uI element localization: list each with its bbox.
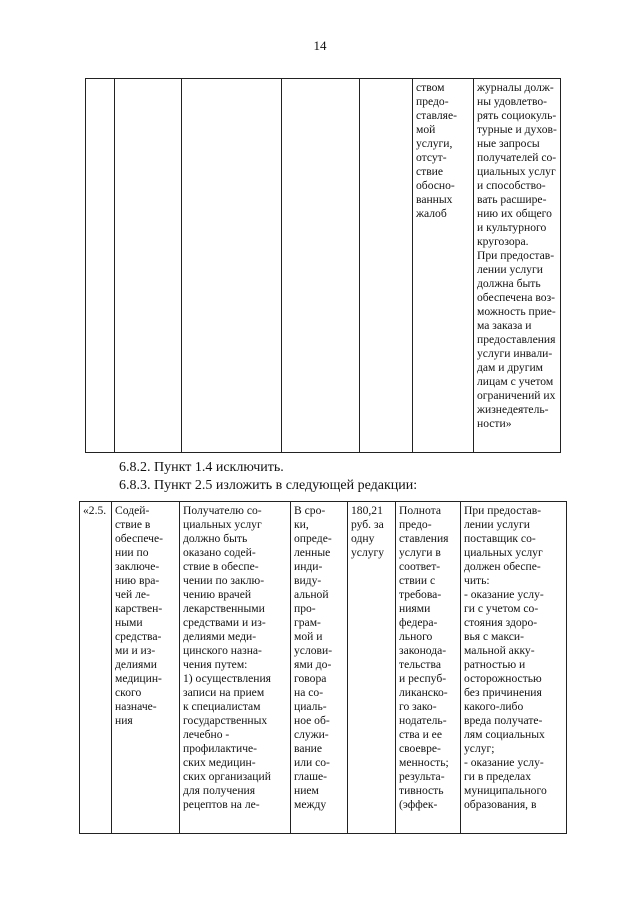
cell-empty: [282, 79, 360, 453]
cell-empty: [115, 79, 182, 453]
cell-service-description: Получателю со- циальных услуг должно быть оказано содей- ствие в обеспе- чении по заклю- чению врачей лекарственными средствами и из- делиями меди- цинского назна- чения путем: 1) осуществления записи на прием к специалистам государственных лечебно - профилактиче- ских медицин- ских организаций для получения рецептов на ле-: [180, 502, 291, 834]
table-continued: [85, 78, 561, 453]
cell-empty: [360, 79, 413, 453]
page-number: 14: [313, 38, 327, 53]
cell-price: 180,21 руб. за одну услугу: [348, 502, 396, 834]
table-item-2-5: [79, 501, 567, 834]
cell-conditions: При предостав- лении услуги поставщик со- циальных услуг должен обеспе- чить: - оказание услу- ги с учетом со- стояния здоро- вья с макси- мальной акку- ратностью и осторожностью без причинения какого-либо вреда получате- лям социальных услуг; - оказание услу- ги в пределах муниципального образования, в: [461, 502, 567, 834]
cell-quality-indicators: ством предо- ставляе- мой услуги, отсут- ствие обосно- ванных жалоб: [413, 79, 474, 453]
paragraph-6-8-3: 6.8.3. Пункт 2.5 изложить в следующей редакции:: [119, 478, 418, 493]
table-row: [80, 502, 567, 834]
cell-item-number: «2.5.: [80, 502, 112, 834]
cell-conditions: журналы долж- ны удовлетво- рять социокуль- турные и духов- ные запросы получателей со- циальных услуг и способство- вать расшире- нию их общего и культурного кругозора. При предостав- лении услуги должна быть обеспечена воз- можность прие- ма заказа и предоставления услуги инвали- дам и другим лицам с учетом ограничений их жизнедеятель- ности»: [474, 79, 561, 453]
cell-empty: [182, 79, 282, 453]
table-row: [86, 79, 561, 453]
cell-terms: В сро- ки, опреде- ленные инди- виду- альной про- грам- мой и услови- ями до- говора на со- циаль- ное об- служи- вание или со- глаше- нием между: [291, 502, 348, 834]
paragraph-6-8-2: 6.8.2. Пункт 1.4 исключить.: [119, 460, 284, 475]
cell-empty: [86, 79, 115, 453]
cell-service-name: Содей- ствие в обеспече- нии по заключе- нию вра- чей ле- карствен- ными средства- ми и из- делиями медицин- ского назначе- ния: [112, 502, 180, 834]
cell-quality-indicators: Полнота предо- ставления услуги в соответ- ствии с требова- ниями федера- льного законода- тельства и респуб- ликанско- го зако- нодатель- ства и ее своевре- менность; результа- тивность (эффек-: [396, 502, 461, 834]
